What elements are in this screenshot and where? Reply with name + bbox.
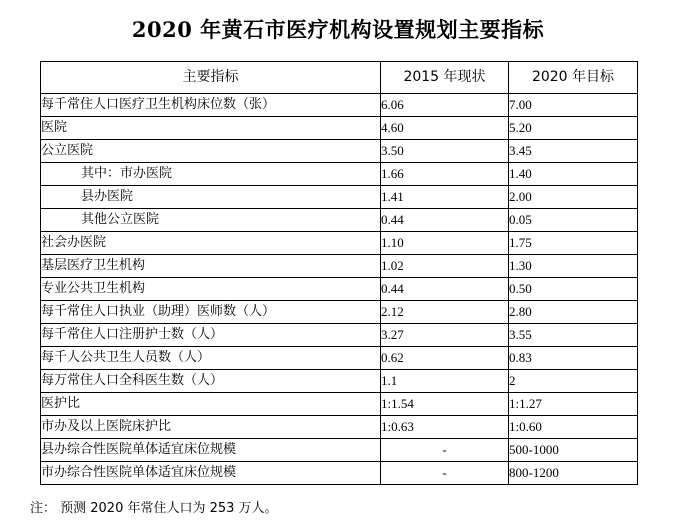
current-value-cell: 1.1 (381, 370, 509, 393)
current-value-cell: 3.50 (381, 140, 509, 163)
indicator-name-cell: 每千人公共卫生人员数（人） (41, 347, 381, 370)
target-value-cell: 3.55 (509, 324, 638, 347)
table-row (41, 186, 638, 209)
table-row (41, 209, 638, 232)
target-value-cell: 3.45 (509, 140, 638, 163)
target-value-cell: 0.05 (509, 209, 638, 232)
indicator-name-cell: 每万常住人口全科医生数（人） (41, 370, 381, 393)
target-value-cell: 7.00 (509, 94, 638, 117)
indicator-name-cell: 县办综合性医院单体适宜床位规模 (41, 439, 381, 462)
table-row (41, 324, 638, 347)
table-row (41, 393, 638, 416)
table-row (41, 439, 638, 462)
current-value-cell: 0.44 (381, 278, 509, 301)
document-title: 2020 年黄石市医疗机构设置规划主要指标 (131, 17, 545, 42)
table-row (41, 301, 638, 324)
table-row (41, 232, 638, 255)
target-value-cell: 5.20 (509, 117, 638, 140)
target-value-cell: 500-1000 (509, 439, 638, 462)
footnote: 注： 预测 2020 年常住人口为 253 万人。 (30, 501, 278, 516)
current-value-cell: 0.44 (381, 209, 509, 232)
indicator-name-cell: 社会办医院 (41, 232, 381, 255)
current-value-cell: 1:1.54 (381, 393, 509, 416)
indicator-name-cell: 其他公立医院 (41, 209, 381, 232)
table-row (41, 94, 638, 117)
header-indicator: 主要指标 (41, 62, 381, 94)
indicator-name-cell: 基层医疗卫生机构 (41, 255, 381, 278)
current-value-cell: 1:0.63 (381, 416, 509, 439)
header-2015-status: 2015 年现状 (381, 62, 509, 94)
current-value-cell: - (381, 439, 509, 462)
table-row (41, 140, 638, 163)
current-value-cell: 1.10 (381, 232, 509, 255)
table-body (41, 94, 638, 485)
current-value-cell: 0.62 (381, 347, 509, 370)
indicator-name-cell: 公立医院 (41, 140, 381, 163)
indicator-name-cell: 市办及以上医院床护比 (41, 416, 381, 439)
table-row (41, 416, 638, 439)
target-value-cell: 1:1.27 (509, 393, 638, 416)
target-value-cell: 2.00 (509, 186, 638, 209)
indicator-name-cell: 每千常住人口医疗卫生机构床位数（张） (41, 94, 381, 117)
target-value-cell: 1.30 (509, 255, 638, 278)
target-value-cell: 2.80 (509, 301, 638, 324)
table-row (41, 278, 638, 301)
table-header-row (41, 62, 638, 94)
target-value-cell: 1:0.60 (509, 416, 638, 439)
current-value-cell: 6.06 (381, 94, 509, 117)
target-value-cell: 800-1200 (509, 462, 638, 485)
target-value-cell: 1.75 (509, 232, 638, 255)
indicator-name-cell: 医护比 (41, 393, 381, 416)
current-value-cell: 2.12 (381, 301, 509, 324)
indicator-name-cell: 每千常住人口执业（助理）医师数（人） (41, 301, 381, 324)
target-value-cell: 0.83 (509, 347, 638, 370)
indicator-name-cell: 医院 (41, 117, 381, 140)
current-value-cell: 4.60 (381, 117, 509, 140)
target-value-cell: 0.50 (509, 278, 638, 301)
current-value-cell: 3.27 (381, 324, 509, 347)
table-row (41, 255, 638, 278)
target-value-cell: 2 (509, 370, 638, 393)
current-value-cell: 1.66 (381, 163, 509, 186)
table-row (41, 370, 638, 393)
table-row (41, 117, 638, 140)
indicators-table (40, 61, 638, 485)
indicator-name-cell: 每千常住人口注册护士数（人） (41, 324, 381, 347)
target-value-cell: 1.40 (509, 163, 638, 186)
indicator-name-cell: 县办医院 (41, 186, 381, 209)
table-row (41, 347, 638, 370)
table-row (41, 462, 638, 485)
current-value-cell: - (381, 462, 509, 485)
header-2020-target: 2020 年目标 (509, 62, 638, 94)
indicator-name-cell: 专业公共卫生机构 (41, 278, 381, 301)
indicator-name-cell: 市办综合性医院单体适宜床位规模 (41, 462, 381, 485)
indicator-name-cell: 其中：市办医院 (41, 163, 381, 186)
table-row (41, 163, 638, 186)
current-value-cell: 1.02 (381, 255, 509, 278)
current-value-cell: 1.41 (381, 186, 509, 209)
